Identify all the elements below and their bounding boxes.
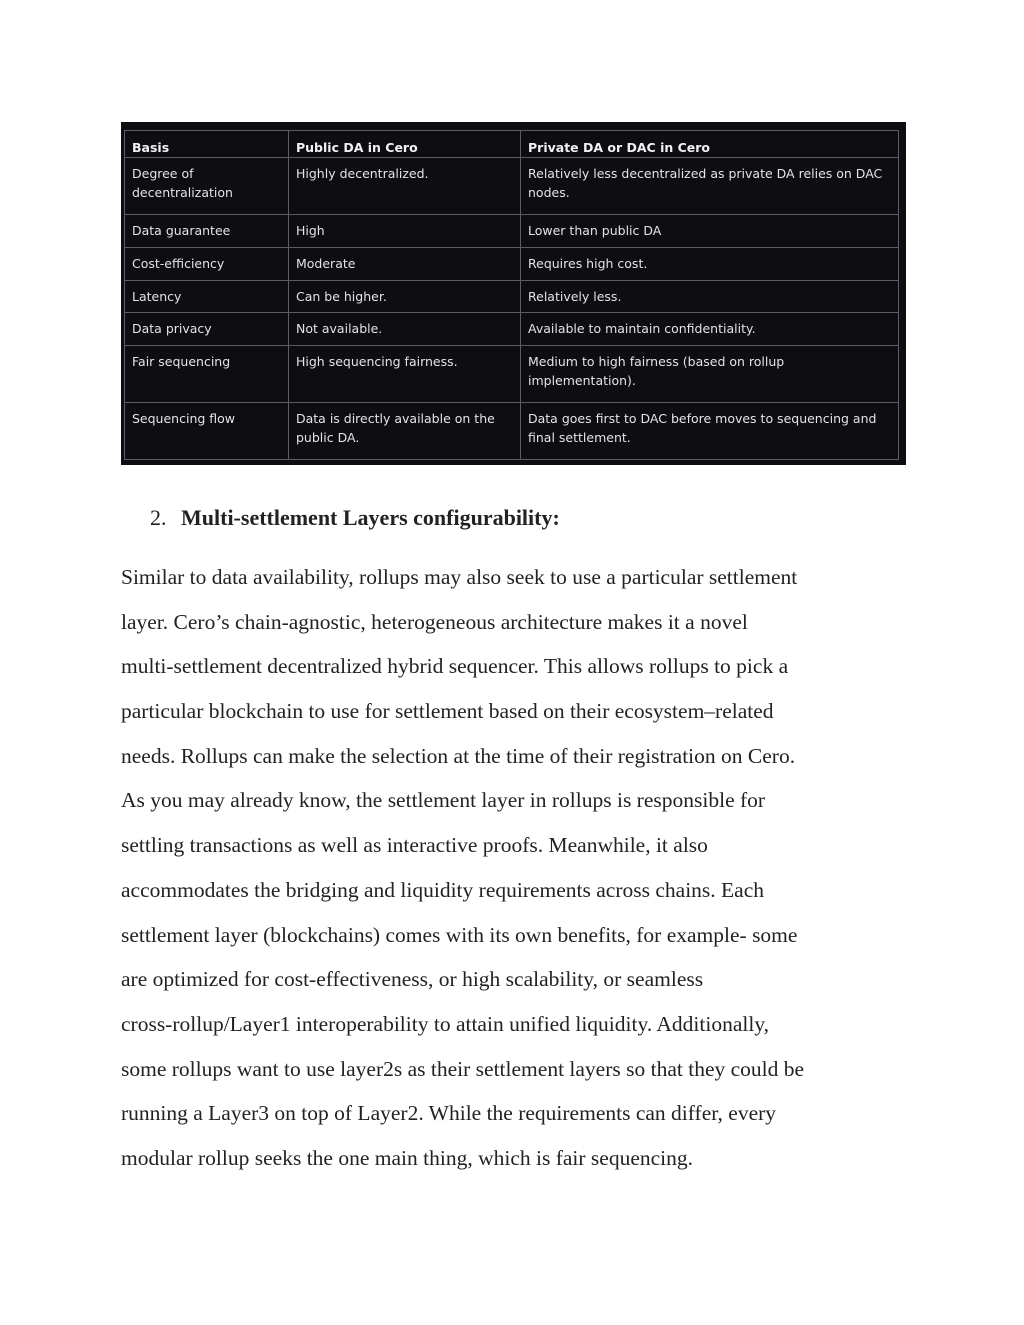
table-cell: Can be higher. xyxy=(289,280,521,313)
table-cell: Data goes first to DAC before moves to sequencing and final settlement. xyxy=(521,403,899,460)
table-cell: Data privacy xyxy=(125,313,289,346)
comparison-table-image xyxy=(121,122,906,465)
header-public-da: Public DA in Cero xyxy=(289,131,521,158)
table-cell: Data is directly available on the public DA. xyxy=(289,403,521,460)
paragraph-line: settlement layer (blockchains) comes with its own benefits, for example- some xyxy=(121,922,798,947)
table-cell: Sequencing flow xyxy=(125,403,289,460)
comparison-table xyxy=(124,130,899,460)
table-cell: Cost-efficiency xyxy=(125,247,289,280)
table-cell: High sequencing fairness. xyxy=(289,346,521,403)
paragraph-line: some rollups want to use layer2s as their settlement layers so that they could be xyxy=(121,1056,805,1081)
table-cell: Relatively less decentralized as private DA relies on DAC nodes. xyxy=(521,158,899,215)
table-cell: Medium to high fairness (based on rollup implementation). xyxy=(521,346,899,403)
paragraph-line: accommodates the bridging and liquidity requirements across chains. Each xyxy=(121,877,765,902)
table-cell: Lower than public DA xyxy=(521,214,899,247)
table-row xyxy=(125,313,899,346)
paragraph-line: multi-settlement decentralized hybrid sequencer. This allows rollups to pick a xyxy=(121,654,789,679)
paragraph-line: are optimized for cost-effectiveness, or high scalability, or seamless xyxy=(121,967,704,992)
table-cell: Moderate xyxy=(289,247,521,280)
table-cell: Available to maintain confidentiality. xyxy=(521,313,899,346)
table-row xyxy=(125,403,899,460)
table-cell: High xyxy=(289,214,521,247)
paragraph-line: running a Layer3 on top of Layer2. While the requirements can differ, every xyxy=(121,1101,777,1126)
table-row xyxy=(125,158,899,215)
section-number: 2. xyxy=(150,505,167,530)
header-basis: Basis xyxy=(125,131,289,158)
section-heading xyxy=(150,505,560,531)
table-cell: Degree of decentralization xyxy=(125,158,289,215)
paragraph-line: modular rollup seeks the one main thing, which is fair sequencing. xyxy=(121,1145,694,1170)
paragraph-line: As you may already know, the settlement layer in rollups is responsible for xyxy=(121,788,766,813)
table-header-row xyxy=(125,131,899,158)
body-paragraph xyxy=(121,555,911,1181)
table-cell: Highly decentralized. xyxy=(289,158,521,215)
table-cell: Not available. xyxy=(289,313,521,346)
paragraph-line: layer. Cero’s chain-agnostic, heterogeneous architecture makes it a novel xyxy=(121,609,748,634)
table-row xyxy=(125,214,899,247)
section-title: Multi-settlement Layers configurability: xyxy=(181,505,560,530)
table-cell: Data guarantee xyxy=(125,214,289,247)
table-row xyxy=(125,280,899,313)
header-private-da: Private DA or DAC in Cero xyxy=(521,131,899,158)
table-cell: Relatively less. xyxy=(521,280,899,313)
paragraph-line: needs. Rollups can make the selection at the time of their registration on Cero. xyxy=(121,743,796,768)
table-row xyxy=(125,247,899,280)
table-cell: Requires high cost. xyxy=(521,247,899,280)
paragraph-line: particular blockchain to use for settlement based on their ecosystem–related xyxy=(121,699,774,724)
table-row xyxy=(125,346,899,403)
table-cell: Fair sequencing xyxy=(125,346,289,403)
table-cell: Latency xyxy=(125,280,289,313)
paragraph-line: Similar to data availability, rollups may also seek to use a particular settlement xyxy=(121,565,798,589)
paragraph-line: cross-rollup/Layer1 interoperability to attain unified liquidity. Additionally, xyxy=(121,1011,770,1036)
paragraph-line: settling transactions as well as interactive proofs. Meanwhile, it also xyxy=(121,833,708,858)
